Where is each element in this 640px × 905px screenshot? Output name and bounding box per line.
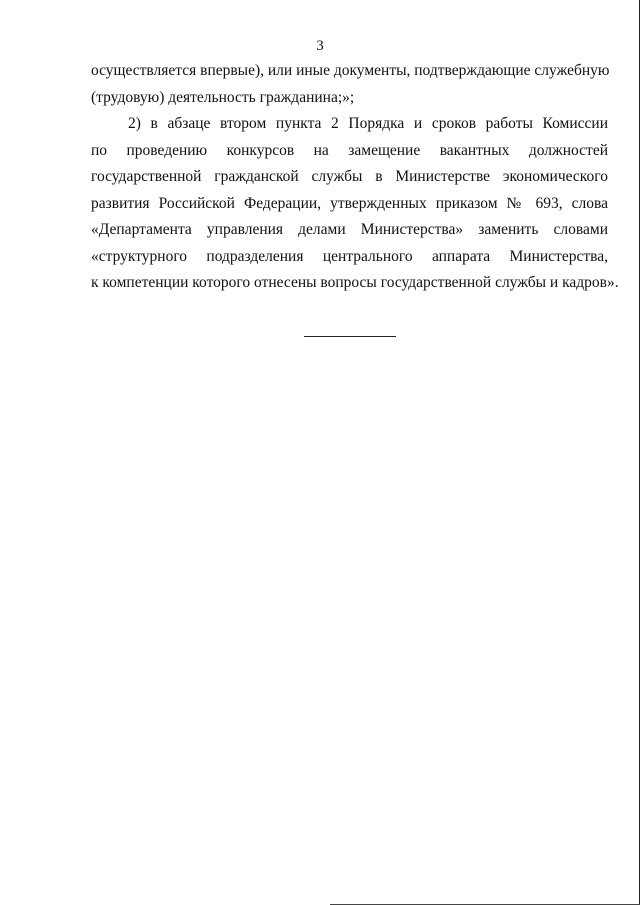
paragraph-continuation — [91, 58, 608, 111]
text-line: по проведению конкурсов на замещение вакантных должностей — [91, 141, 608, 159]
paragraph-amendment-2 — [91, 111, 619, 297]
page-number: 3 — [316, 38, 324, 54]
text-line: государственной гражданской службы в Министерстве экономического — [91, 168, 608, 185]
text-line: 2) в абзаце втором пункта 2 Порядка и сроков работы Комиссии — [128, 115, 608, 132]
text-line: развития Российской Федерации, утвержденных приказом № 693, слова — [91, 194, 608, 212]
text-line: к компетенции которого отнесены вопросы государственной службы и кадров». — [91, 274, 619, 291]
text-line: осуществляется впервые), или иные документы, подтверждающие служебную — [91, 62, 610, 79]
end-divider — [304, 336, 396, 337]
text-line: «структурного подразделения центрального аппарата Министерства, — [91, 247, 608, 265]
text-line: «Департамента управления делами Министерства» заменить словами — [91, 221, 608, 238]
text-line: (трудовую) деятельность гражданина;»; — [91, 88, 355, 106]
